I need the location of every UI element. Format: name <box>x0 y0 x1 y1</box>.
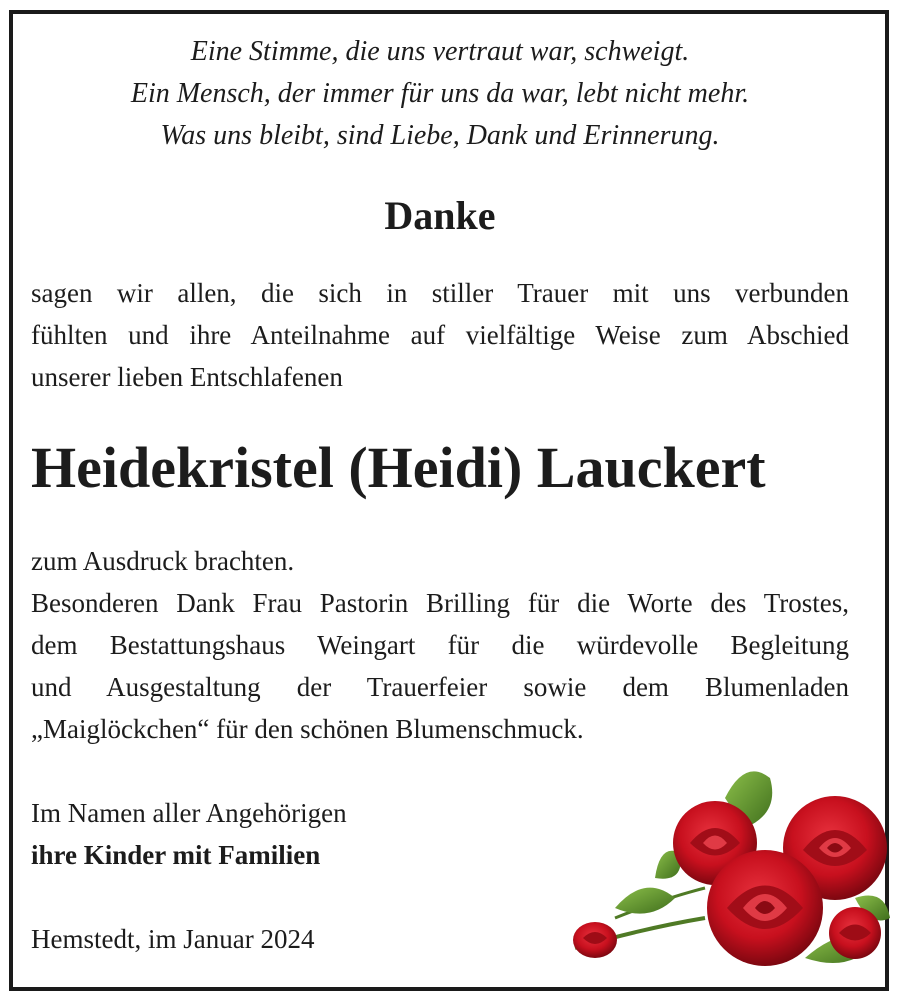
body-paragraph <box>31 540 849 750</box>
intro-line: unserer lieben Entschlafenen <box>31 362 343 392</box>
signature-line: Im Namen aller Angehörigen <box>31 798 347 828</box>
body-line: zum Ausdruck brachten. <box>31 546 295 576</box>
place-date: Hemstedt, im Januar 2024 <box>31 924 315 954</box>
body-line: „Maiglöckchen“ für den schönen Blumenschmuck. <box>31 714 584 744</box>
poem-line: Eine Stimme, die uns vertraut war, schweigt. <box>190 36 690 67</box>
poem-line: Ein Mensch, der immer für uns da war, lebt nicht mehr. <box>130 78 750 109</box>
body-line: dem Bestattungshaus Weingart für die würdevolle Begleitung <box>31 630 849 660</box>
poem-line: Was uns bleibt, sind Liebe, Dank und Erinnerung. <box>160 120 720 151</box>
poem <box>0 31 880 157</box>
intro-line: sagen wir allen, die sich in stiller Trauer mit uns verbunden <box>31 278 849 308</box>
intro-paragraph <box>31 272 849 398</box>
body-line: Besonderen Dank Frau Pastorin Brilling für die Worte des Trostes, <box>31 588 849 618</box>
signature <box>31 792 347 876</box>
intro-line: fühlten und ihre Anteilnahme auf vielfältige Weise zum Abschied <box>31 320 849 350</box>
red-roses-image <box>555 758 895 973</box>
body-line: und Ausgestaltung der Trauerfeier sowie dem Blumenladen <box>31 672 849 702</box>
heading-danke: Danke <box>384 193 496 238</box>
signature-family: ihre Kinder mit Familien <box>31 840 321 870</box>
deceased-name: Heidekristel (Heidi) Lauckert <box>31 435 766 500</box>
